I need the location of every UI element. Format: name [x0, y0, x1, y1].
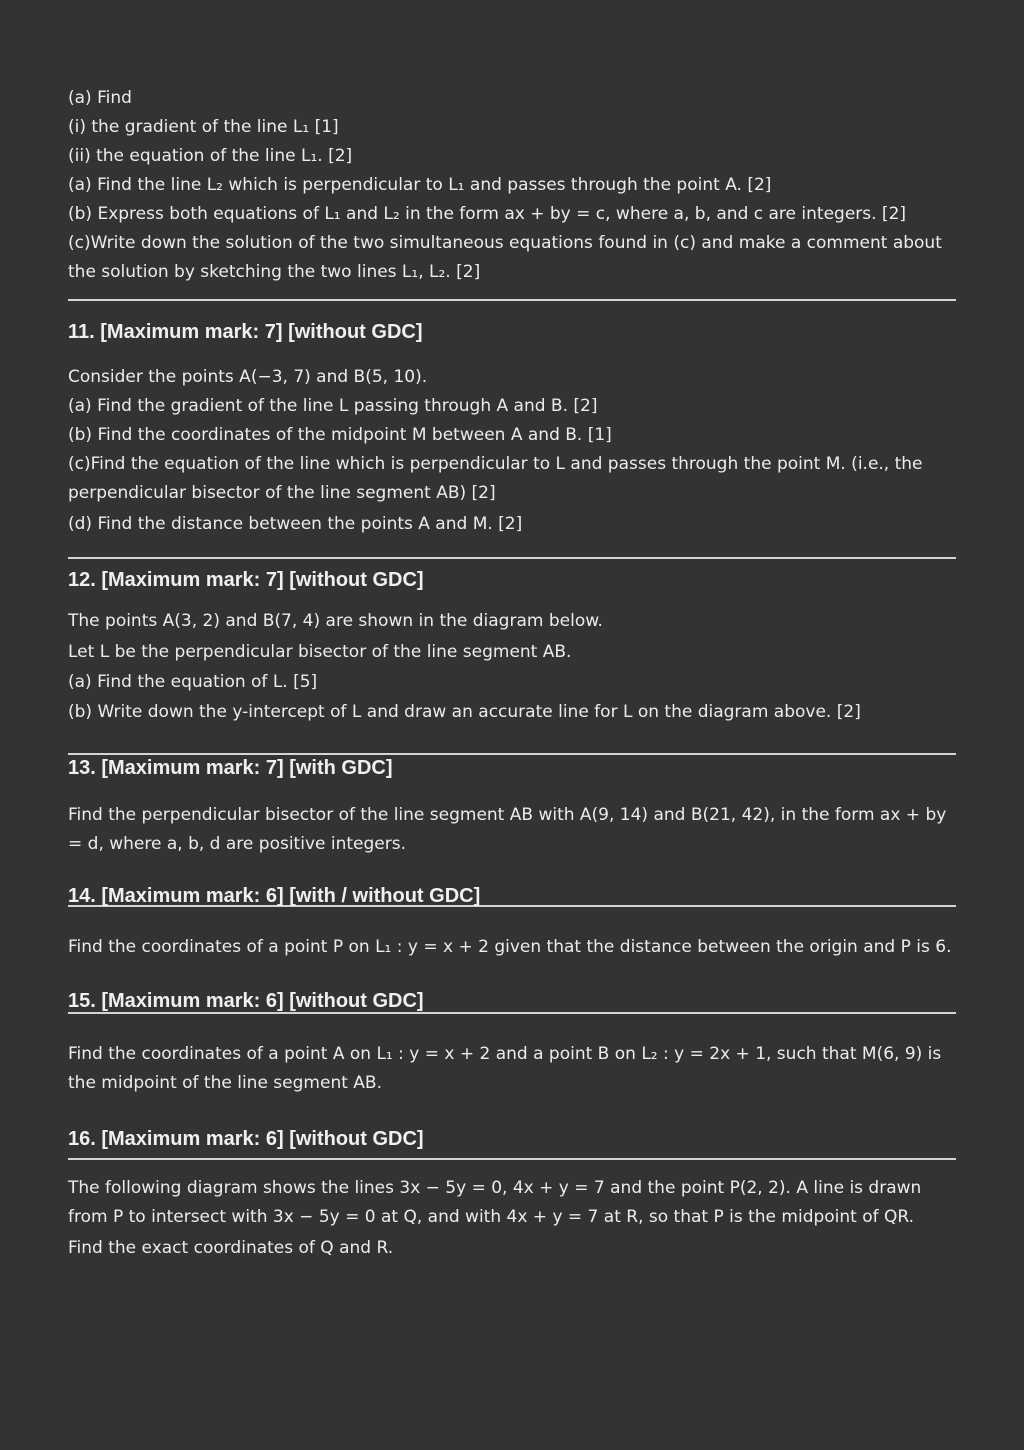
question-14 — [68, 887, 956, 962]
q15-heading: 15. [Maximum mark: 6] [without GDC] — [68, 990, 956, 1014]
q11-heading: 11. [Maximum mark: 7] [without GDC] — [68, 321, 423, 343]
question-16 — [68, 1126, 956, 1263]
q11-line-5: (d) Find the distance between the points A and M. [2] — [68, 514, 523, 534]
q10-line-5: (b) Express both equations of L₁ and L₂ in the form ax + by = c, where a, b, and c are integers. [2] — [68, 204, 907, 224]
q16-heading: 16. [Maximum mark: 6] [without GDC] — [68, 1128, 424, 1150]
q16-line-2: Find the exact coordinates of Q and R. — [68, 1238, 394, 1258]
q11-line-4: (c)Find the equation of the line which is perpendicular to L and passes through the point M. (i.e., the perpendicular bisector of the line segment AB) [2] — [68, 454, 923, 503]
q12-line-4: (b) Write down the y-intercept of L and draw an accurate line for L on the diagram above. [2] — [68, 702, 861, 722]
question-11 — [68, 319, 956, 539]
q10-line-3: (ii) the equation of the line L₁. [2] — [68, 146, 353, 166]
q11-line-3: (b) Find the coordinates of the midpoint M between A and B. [1] — [68, 425, 612, 445]
q14-line-1: Find the coordinates of a point P on L₁ : y = x + 2 given that the distance between the origin and P is 6. — [68, 937, 952, 957]
divider — [68, 299, 956, 301]
question-12 — [68, 567, 956, 727]
q13-line-1: Find the perpendicular bisector of the line segment AB with A(9, 14) and B(21, 42), in the form ax + by = d, where a, b, d are positive integers. — [68, 805, 947, 854]
q14-heading: 14. [Maximum mark: 6] [with / without GDC] — [68, 887, 956, 907]
q11-line-1: Consider the points A(−3, 7) and B(5, 10). — [68, 367, 428, 387]
question-13 — [68, 755, 956, 859]
q12-heading: 12. [Maximum mark: 7] [without GDC] — [68, 569, 424, 591]
q10-line-4: (a) Find the line L₂ which is perpendicular to L₁ and passes through the point A. [2] — [68, 175, 772, 195]
question-15 — [68, 990, 956, 1098]
q12-line-1: The points A(3, 2) and B(7, 4) are shown in the diagram below. — [68, 611, 603, 631]
q10-line-6: (c)Write down the solution of the two simultaneous equations found in (c) and make a comment about the solution by sketching the two lines L₁, L₂. [2] — [68, 233, 942, 282]
q11-line-2: (a) Find the gradient of the line L passing through A and B. [2] — [68, 396, 598, 416]
q15-line-1: Find the coordinates of a point A on L₁ : y = x + 2 and a point B on L₂ : y = 2x + 1, such that M(6, 9) is the midpoint of the line segment AB. — [68, 1044, 942, 1093]
q10-line-2: (i) the gradient of the line L₁ [1] — [68, 117, 339, 137]
q13-heading: 13. [Maximum mark: 7] [with GDC] — [68, 757, 393, 779]
question-10-parts — [68, 84, 956, 287]
q12-line-2: Let L be the perpendicular bisector of the line segment AB. — [68, 642, 572, 662]
q16-line-1: The following diagram shows the lines 3x − 5y = 0, 4x + y = 7 and the point P(2, 2). A line is drawn from P to intersect with 3x − 5y = 0 at Q, and with 4x + y = 7 at R, so that P is the midpoint of QR. — [68, 1178, 922, 1227]
q12-line-3: (a) Find the equation of L. [5] — [68, 672, 318, 692]
divider — [68, 557, 956, 559]
q10-line-1: (a) Find — [68, 88, 132, 108]
